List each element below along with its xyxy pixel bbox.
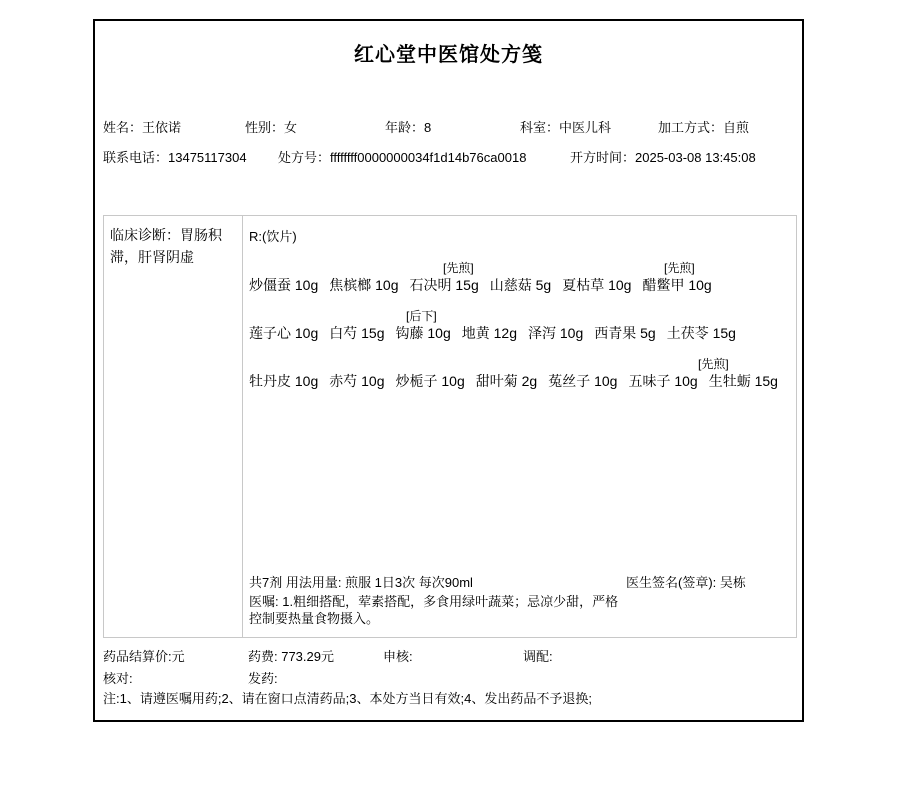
prescription-number-field: 处方号：ffffffff0000000034f1d14b76ca0018 [278, 150, 527, 165]
herb-item: 醋鳖甲 10g [642, 277, 712, 293]
usage-line [249, 572, 790, 591]
review-field: 申核: [383, 649, 413, 664]
usage-instructions: 共7剂 用法用量: 煎服 1日3次 每次90ml [249, 575, 473, 590]
herb-line [249, 275, 792, 295]
prescription-body [103, 215, 797, 638]
cooking-method-tag: [先煎] [664, 261, 695, 275]
herb-item: 夏枯草 10g [562, 277, 632, 293]
herb-item: 菟丝子 10g [548, 373, 618, 389]
rx-header: R:(饮片) [249, 229, 297, 244]
herb-item: 西青果 5g [594, 325, 656, 341]
herb-item: 钩藤 10g [395, 325, 451, 341]
rx-area [243, 216, 796, 637]
rx-row [249, 353, 792, 391]
patient-age-field: 年龄：8 [385, 120, 432, 135]
rx-footer [249, 572, 790, 627]
patient-gender-field: 性别：女 [245, 120, 298, 135]
herb-list [249, 257, 792, 401]
department-field: 科室：中医儿科 [520, 120, 612, 135]
dispense-field: 发药: [248, 671, 278, 686]
cooking-method-tags [249, 257, 792, 275]
herb-item: 赤芍 10g [329, 373, 385, 389]
cooking-method-tag: [先煎] [443, 261, 474, 275]
herb-item: 炒僵蚕 10g [249, 277, 319, 293]
prescription-sheet [93, 19, 804, 722]
rx-row [249, 257, 792, 295]
herb-item: 地黄 12g [461, 325, 517, 341]
herb-item: 甜叶菊 2g [475, 373, 538, 389]
herb-item: 炒栀子 10g [395, 373, 465, 389]
usage-note: 注:1、请遵医嘱用药;2、请在窗口点清药品;3、本处方当日有效;4、发出药品不予退换; [103, 691, 592, 706]
cooking-method-tags [249, 305, 792, 323]
doctor-remark: 医嘱: 1.粗细搭配，荤素搭配，多食用绿叶蔬菜；忌凉少甜，严格控制要热量食物摄入。 [249, 594, 619, 626]
doctor-signature: 医生签名(签章): 吴栋 [626, 575, 746, 590]
herb-line [249, 323, 792, 343]
contact-phone-field: 联系电话：13475117304 [103, 150, 247, 165]
cooking-method-tag: [后下] [406, 309, 437, 323]
cooking-method-tags [249, 353, 792, 371]
prepare-field: 调配: [523, 649, 553, 664]
settlement-price-field: 药品结算价:元 [103, 649, 185, 664]
processing-method-field: 加工方式：自煎 [658, 120, 750, 135]
issue-time-field: 开方时间：2025-03-08 13:45:08 [570, 150, 756, 165]
check-field: 核对: [103, 671, 133, 686]
clinical-diagnosis: 临床诊断：胃肠积滞，肝肾阴虚 [104, 216, 243, 637]
herb-item: 牡丹皮 10g [249, 373, 319, 389]
herb-item: 石决明 15g [409, 277, 479, 293]
herb-item: 莲子心 10g [249, 325, 319, 341]
patient-name-field: 姓名：王依诺 [103, 120, 182, 135]
herb-item: 山慈菇 5g [489, 277, 552, 293]
herb-item: 五味子 10g [628, 373, 698, 389]
rx-row [249, 305, 792, 343]
page-title: 红心堂中医馆处方笺 [354, 44, 543, 66]
cooking-method-tag: [先煎] [698, 357, 729, 371]
herb-item: 白芍 15g [329, 325, 385, 341]
medicine-fee-field: 药费: 773.29元 [248, 649, 334, 664]
herb-line [249, 371, 792, 391]
herb-item: 泽泻 10g [528, 325, 584, 341]
herb-item: 焦槟榔 10g [329, 277, 399, 293]
herb-item: 生牡蛎 15g [708, 373, 778, 389]
herb-item: 土茯苓 15g [666, 325, 736, 341]
